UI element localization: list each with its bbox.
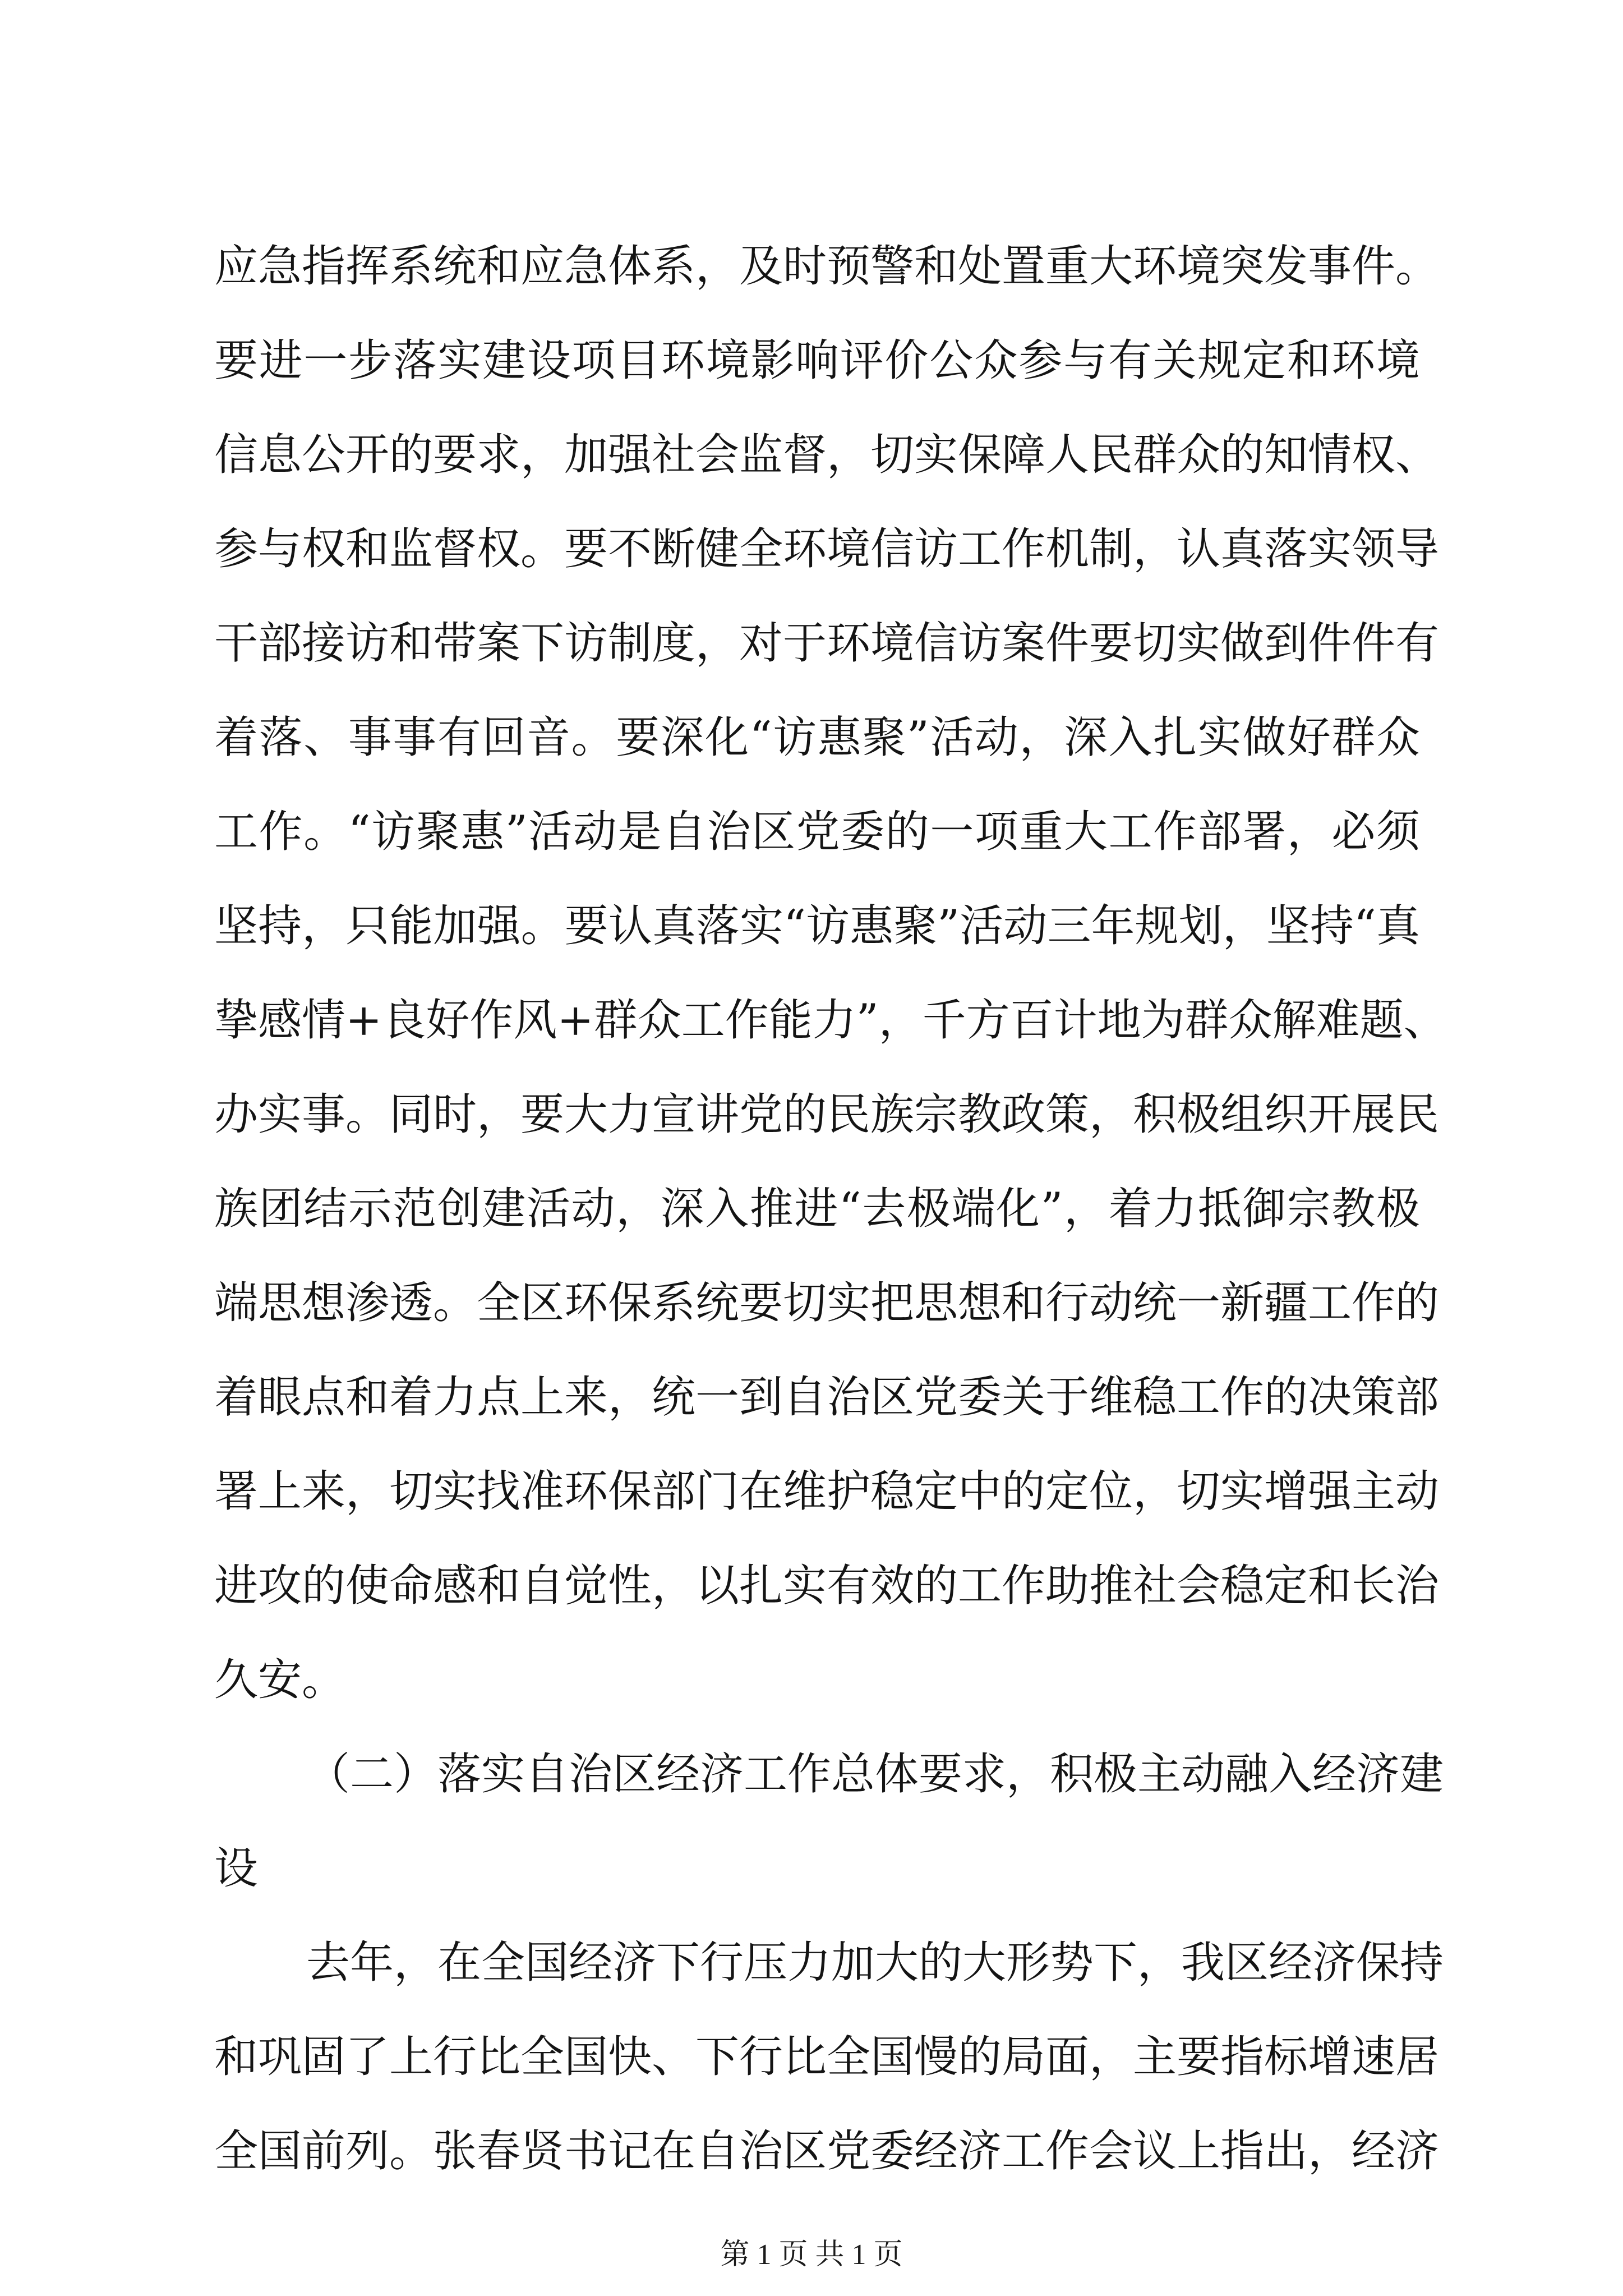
body-text-line: 坚持，只能加强。要认真落实“访惠聚”活动三年规划，坚持“真 bbox=[214, 901, 1420, 951]
section-heading-line: （二）落实自治区经济工作总体要求，积极主动融入经济建 bbox=[306, 1749, 1444, 1800]
body-text-line: 挚感情+良好作风+群众工作能力”，千方百计地为群众解难题、 bbox=[214, 995, 1447, 1046]
body-text-line: 进攻的使命感和自觉性，以扎实有效的工作助推社会稳定和长治 bbox=[214, 1561, 1440, 1611]
body-text-line: 全国前列。张春贤书记在自治区党委经济工作会议上指出，经济 bbox=[214, 2126, 1440, 2177]
body-text-line: 端思想渗透。全区环保系统要切实把思想和行动统一新疆工作的 bbox=[214, 1278, 1440, 1328]
body-text-line: 要进一步落实建设项目环境影响评价公众参与有关规定和环境 bbox=[214, 335, 1420, 386]
body-text-line: 着落、事事有回音。要深化“访惠聚”活动，深入扎实做好群众 bbox=[214, 712, 1420, 763]
body-text-line: 工作。“访聚惠”活动是自治区党委的一项重大工作部署，必须 bbox=[214, 807, 1420, 857]
body-text-line: 族团结示范创建活动，深入推进“去极端化”，着力抵御宗教极 bbox=[214, 1184, 1420, 1234]
body-text-line: 着眼点和着力点上来，统一到自治区党委关于维稳工作的决策部 bbox=[214, 1372, 1440, 1423]
body-text-line: 干部接访和带案下访制度，对于环境信访案件要切实做到件件有 bbox=[214, 618, 1440, 669]
body-text-line: 办实事。同时，要大力宣讲党的民族宗教政策，积极组织开展民 bbox=[214, 1089, 1440, 1140]
section-heading-line: 设 bbox=[214, 1843, 259, 1894]
body-text-line: 应急指挥系统和应急体系，及时预警和处置重大环境突发事件。 bbox=[214, 241, 1440, 292]
page-footer: 第 1 页 共 1 页 bbox=[720, 2239, 903, 2271]
body-text-line: 信息公开的要求，加强社会监督，切实保障人民群众的知情权、 bbox=[214, 430, 1440, 480]
body-text-line: 署上来，切实找准环保部门在维护稳定中的定位，切实增强主动 bbox=[214, 1466, 1440, 1517]
body-text-line: 去年，在全国经济下行压力加大的大形势下，我区经济保持 bbox=[306, 1938, 1444, 1988]
body-text-line: 久安。 bbox=[214, 1655, 346, 1705]
body-text-line: 和巩固了上行比全国快、下行比全国慢的局面，主要指标增速居 bbox=[214, 2032, 1440, 2082]
body-text-line: 参与权和监督权。要不断健全环境信访工作机制，认真落实领导 bbox=[214, 524, 1440, 574]
